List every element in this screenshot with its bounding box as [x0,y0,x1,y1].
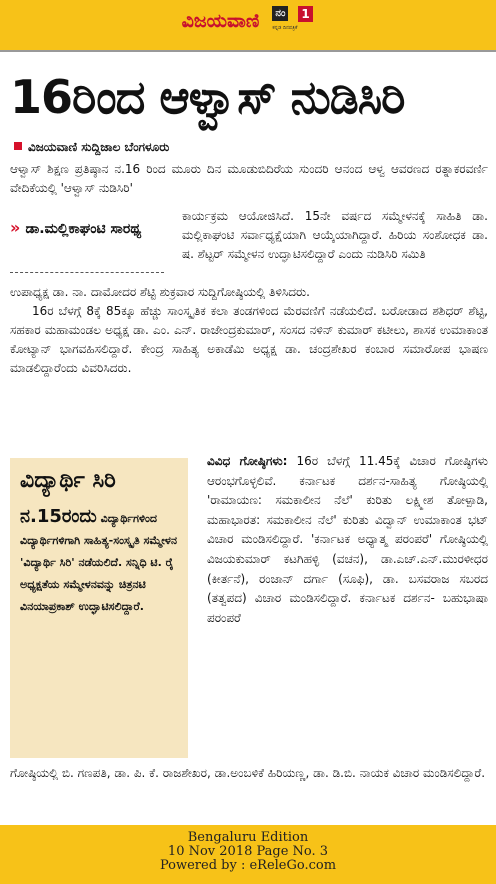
paragraph-3-label: ವಿವಿಧ ಗೋಷ್ಠಿಗಳು: [207,454,288,468]
byline [14,140,169,155]
paragraph-1-start: ಆಳ್ವಾಸ್ ಶಿಕ್ಷಣ ಪ್ರತಿಷ್ಠಾನ ನ.16 ರಿಂದ ಮೂರು ದಿನ ಮೂಡುಬಿದಿರೆಯ ಸುಂದರಿ ಆನಂದ ಆಳ್ವ ಆವರಣದ ರತ್ನಾಕರವರ್ಣಿ ವೇದಿಕೆಯಲ್ಲಿ 'ಆಳ್ವಾಸ್ ನುಡಿಸಿರಿ' [10,162,488,195]
sidebar-text: ವಿದ್ಯಾರ್ಥಿಗಳಿಂದ ವಿದ್ಯಾರ್ಥಿಗಳಿಗಾಗಿ ಸಾಹಿತ್ಯ-ಸಂಸ್ಕೃತಿ ಸಮ್ಮೇಳನ 'ವಿದ್ಯಾರ್ಥಿ ಸಿರಿ' ನಡೆಯಲಿದೆ. ಸನ್ನಿಧಿ ಟಿ. ರೈ ಅಧ್ಯಕ್ಷತೆಯ ಸಮ್ಮೇಳನವನ್ನು ಚಿತ್ರನಟಿ ವಿನಯಾಪ್ರಕಾಶ್ ಉದ್ಘಾಟಿಸಲಿದ್ದಾರೆ. [20,512,177,613]
sidebar-lead: ನ.15ರಂದು [20,506,97,527]
byline-square-icon [14,142,22,150]
badge-subtitle: ಕನ್ನಡ ದಿನಪತ್ರಿಕೆ [272,25,298,31]
pull-quote [10,216,170,242]
paragraph-3-end: ಗೋಷ್ಠಿಯಲ್ಲಿ ಬಿ. ಗಣಪತಿ, ಡಾ. ಪಿ. ಕೆ. ರಾಜಶೇಖರ, ಡಾ.ಅಂಬಳಿಕೆ ಹಿರಿಯಣ್ಣ, ಡಾ. ಡಿ.ಬಿ. ನಾಯಕ ವಿಚಾರ ಮಂಡಿಸಲಿದ್ದಾರೆ. [10,766,486,780]
pull-quote-rule [10,272,164,273]
chevron-right-icon: » [10,218,21,237]
number-one-badge [272,6,314,36]
pull-quote-text: ಡಾ.ಮಲ್ಲಿಕಾಘಂಟಿ ಸಾರಥ್ಯ [25,221,142,237]
paragraph-3 [207,452,488,628]
paragraph-3-text: 16ರ ಬೆಳಗ್ಗೆ 11.45ಕ್ಕೆ ವಿಚಾರ ಗೋಷ್ಠಿಗಳು ಆರಂಭಗೊಳ್ಳಲಿವೆ. ಕರ್ನಾಟಕ ದರ್ಶನ-ಸಾಹಿತ್ಯ ಗೋಷ್ಠಿಯಲ್ಲಿ 'ರಾಮಾಯಣ: ಸಮಕಾಲೀನ ನೆಲೆ' ಕುರಿತು ಲಕ್ಷ್ಮೀಶ ತೋಳ್ಪಾಡಿ, ಮಹಾಭಾರತ: ಸಮಕಾಲೀನ ನೆಲೆ' ಕುರಿತು ವಿದ್ವಾನ್ ಉಮಾಕಾಂತ ಭಟ್ ವಿಚಾರ ಮಂಡಿಸಲಿದ್ದಾರೆ. 'ಕರ್ನಾಟಕ ಅಧ್ಯಾತ್ಮ ಪರಂಪರೆ' ಗೋಷ್ಠಿಯಲ್ಲಿ ವಿಜಯಕುಮಾರ್ ಕಟಗಿಹಳ್ಳಿ (ವಚನ), ಡಾ.ಎಚ್.ಎನ್.ಮುರಳೀಧರ (ಕೀರ್ತನೆ), ರಂಜಾನ್ ದರ್ಗಾ (ಸೂಫಿ), ಡಾ. ಬಸವರಾಜ ಸಬರದ (ತತ್ವಪದ) ವಿಚಾರ ಮಂಡಿಸಲಿದ್ದಾರೆ. ಕರ್ನಾಟಕ ದರ್ಶನ- ಬಹುಭಾಷಾ ಪರಂಪರೆ [207,454,488,625]
masthead [0,6,496,36]
badge-label: ನಂ [272,6,288,21]
paragraph-2: 16ರ ಬೆಳಗ್ಗೆ 8ಕ್ಕೆ 85ಕ್ಕೂ ಹೆಚ್ಚು ಸಾಂಸ್ಕೃತಿಕ ಕಲಾ ತಂಡಗಳಿಂದ ಮೆರವಣಿಗೆ ನಡೆಯಲಿದೆ. ಬರೋಡಾದ ಶಶಿಧರ್ ಶೆಟ್ಟಿ, ಸಹಕಾರ ಮಹಾಮಂಡಲ ಅಧ್ಯಕ್ಷ ಡಾ. ಎಂ. ಎನ್. ರಾಜೇಂದ್ರಕುಮಾರ್, ಸಂಸದ ನಳಿನ್ ಕುಮಾರ್ ಕಟೀಲು, ಶಾಸಕ ಉಮಾಕಾಂತ ಕೋಟ್ಯಾನ್ ಭಾಗವಹಿಸಲಿದ್ದಾರೆ. ಕೇಂದ್ರ ಸಾಹಿತ್ಯ ಅಕಾಡೆಮಿ ಅಧ್ಯಕ್ಷ ಡಾ. ಚಂದ್ರಶೇಖರ ಕಂಬಾರ ಸಮಾರೋಪ ಭಾಷಣ ಮಾಡಲಿದ್ದಾರೆಂದು ವಿವರಿಸಿದರು. [10,304,488,375]
paragraph-1-end: ಉಪಾಧ್ಯಕ್ಷ ಡಾ. ನಾ. ದಾಮೋದರ ಶೆಟ್ಟಿ ಶುಕ್ರವಾರ ಸುದ್ದಿಗೋಷ್ಠಿಯಲ್ಲಿ ತಿಳಿಸಿದರು. [10,285,310,299]
footer-edition: Bengaluru Edition [187,830,309,845]
footer-powered-by: Powered by : eReleGo.com [159,858,337,873]
newspaper-title: ವಿಜಯವಾಣಿ [181,10,260,32]
sidebar-title: ವಿದ್ಯಾರ್ಥಿ ಸಿರಿ [20,468,116,493]
footer-date-page: 10 Nov 2018 Page No. 3 [167,844,329,859]
byline-text: ವಿಜಯವಾಣಿ ಸುದ್ದಿಜಾಲ ಬೆಂಗಳೂರು [28,140,170,154]
sidebar-box [10,458,188,758]
article-headline: 16ರಿಂದ ಆಳ್ವಾಸ್ ನುಡಿಸಿರಿ [10,70,405,124]
masthead-divider [0,50,496,52]
badge-number: 1 [298,6,312,22]
paragraph-1-middle: ಕಾರ್ಯಕ್ರಮ ಆಯೋಜಿಸಿದೆ. 15ನೇ ವರ್ಷದ ಸಮ್ಮೇಳನಕ್ಕೆ ಸಾಹಿತಿ ಡಾ. ಮಲ್ಲಿಕಾಘಂಟಿ ಸರ್ವಾಧ್ಯಕ್ಷೆಯಾಗಿ ಆಯ್ಕೆಯಾಗಿದ್ದಾರೆ. ಹಿರಿಯ ಸಂಶೋಧಕ ಡಾ. ಷ. ಶೆಟ್ಟರ್ ಸಮ್ಮೇಳನ ಉದ್ಘಾಟಿಸಲಿದ್ದಾರೆ ಎಂದು ನುಡಿಸಿರಿ ಸಮಿತಿ [182,209,488,261]
footer [0,831,496,873]
sidebar-body [20,506,184,618]
